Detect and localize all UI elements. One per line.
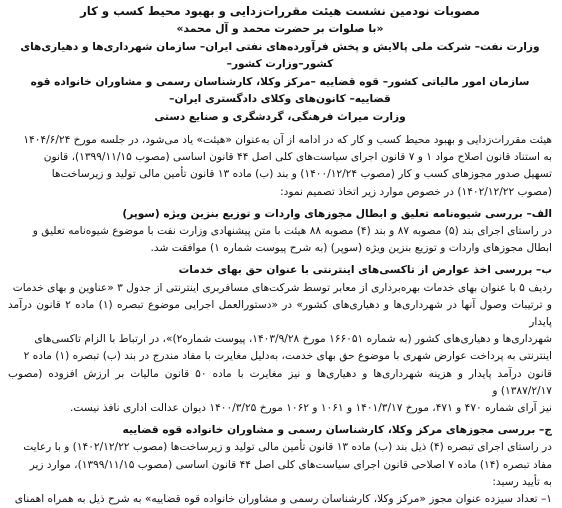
section-b-line: ردیف ۵ با عنوان بهای خدمات بهره‌برداری از معابر توسط شرکت‌های مسافربری اینترنتی از جدول ۳ «عناوین و بهای خدمات xyxy=(12,281,552,294)
section-c-line: به تأیید رسید: xyxy=(492,475,552,488)
recipients-line: سازمان امور مالیاتی کشور– قوه قضاییه –مرکز وکلا، کارشناسان رسمی و مشاوران خانواده قوه قضاییه– کانون‌های وکلای دادگستری ایران– xyxy=(30,75,530,106)
intro-line: تسهیل صدور مجوزهای کسب و کار (مصوب ۱۴۰۰/۱۲/۲۴) و بند (ب) ماده ۱۳ قانون تأمین مالی تولید و زیرساخت‌ها xyxy=(51,168,552,181)
intro-line: (مصوب ۱۴۰۲/۱۲/۲۲) در خصوص موارد زیر اتخاذ تصمیم نمود: xyxy=(280,185,552,198)
section-c-line: ۱– تعداد سیزده عنوان مجوز «مرکز وکلا، کارشناسان رسمی و مشاوران خانواده قوه قضاییه» به شرح ذیل به همراه اهمنای xyxy=(14,493,552,506)
section-c-line: مفاد تبصره (۱۴) ماده ۷ اصلاحی قانون اجرای سیاست‌های کلی اصل ۴۴ قانون اساسی (مصوب ۱۳۹۹/۱۱/۱۵)، موارد زیر xyxy=(29,458,552,471)
section-b-line: قانون درآمد پایدار و هزینه شهرداری‌ها و دهیاری‌ها و نیز مغایرت با ماده ۵۰ قانون مالیات بر ارزش افزوده (مصوب ۱۳۸۷/۲/۱۷) و xyxy=(8,367,552,397)
section-c-heading: ج– بررسی مجوزهای مرکز وکلا، کارشناسان رسمی و مشاوران خانواده قوه قضاییه xyxy=(122,424,552,437)
section-b-line: اینترنتی به پرداخت عوارض شهری با موضوع حق بهای خدمت، به‌دلیل مغایرت با مفاد مندرج در بند (ب) تبصره (۱) ماده ۲ xyxy=(23,350,552,363)
section-c-line: در راستای اجرای تبصره (۴) ذیل بند (ب) ماده ۱۳ قانون تأمین مالی تولید و زیرساخت‌ها (مصوب ۱۴۰۲/۱۲/۲۲) و با رعایت xyxy=(23,441,552,454)
intro-line: هیئت مقررات‌زدایی و بهبود محیط کسب و کار که در ادامه از آن به‌عنوان «هیئت» یاد می‌شود، در جلسه مورخ ۱۴۰۴/۶/۲۴ xyxy=(23,134,552,147)
section-a-heading: الف– بررسی شیوه‌نامه تعلیق و ابطال مجوزهای واردات و توزیع بنزین ویژه (سوپر) xyxy=(122,207,552,220)
section-b-line: نیز آرای شماره ۴۷۰ و ۴۷۱، مورخ ۱۴۰۱/۳/۱۷ و ۱۰۶۱ و ۱۰۶۲ مورخ ۱۴۰۰/۳/۲۵ دیوان عدالت اداری نافذ نیست. xyxy=(70,402,552,415)
section-a-line: در راستای اجرای بند (۵) مصوبه ۸۷ و بند (۴) مصوبه ۸۸ هیئت با متن پیشنهادی وزارت نفت با موضوع شیوه‌نامه تعلیق و xyxy=(32,225,552,238)
intro-paragraph xyxy=(8,132,552,201)
recipients-line: وزارت نفت– شرکت ملی پالایش و پخش فرآورده‌های نفتی ایران– سازمان شهرداری‌ها و دهیاری‌های کشور–وزارت کشور– xyxy=(20,41,540,71)
section-a-body xyxy=(8,223,552,257)
section-b-line: شهرداری‌ها و دهیاری‌های کشور (به شماره ۱۶۶۰۵۱ مورخ ۱۴۰۳/۹/۲۸، پیوست شماره۲)»، در ارتباط با الزام تاکسی‌های xyxy=(34,333,552,346)
recipients-line: وزارت میراث فرهنگی، گردشگری و صنایع دستی xyxy=(154,110,406,123)
section-b-line: و ترتیبات وصول آنها در شهرداری‌ها و دهیاری‌های کشور» در «دستورالعمل اجرایی موضوع تبصره (۱) ماده ۲ قانون درآمد پایدار xyxy=(8,298,552,329)
salavat-line: «با صلوات بر حضرت محمد و آل محمد» xyxy=(176,22,384,35)
section-b-body xyxy=(8,280,552,418)
section-b-heading: ب– بررسی اخذ عوارض از تاکسی‌های اینترنتی با عنوان حق بهای خدمات xyxy=(178,264,552,277)
document-title: مصوبات نودمین نشست هیئت مقررات‌زدایی و بهبود محیط کسب و کار xyxy=(80,4,480,18)
intro-line: به استناد قانون اصلاح مواد ۱ و ۷ قانون اجرای سیاست‌های کلی اصل ۴۴ قانون اساسی (مصوب ۱۳۹۹/۱۱/۱۵)، قانون xyxy=(43,151,552,164)
section-a-line: ابطال مجوزهای واردات و توزیع بنزین ویژه (سوپر) (به شرح پیوست شماره ۱) موافقت شد. xyxy=(150,242,552,255)
section-c-body xyxy=(8,439,552,508)
recipients-block xyxy=(18,39,542,126)
